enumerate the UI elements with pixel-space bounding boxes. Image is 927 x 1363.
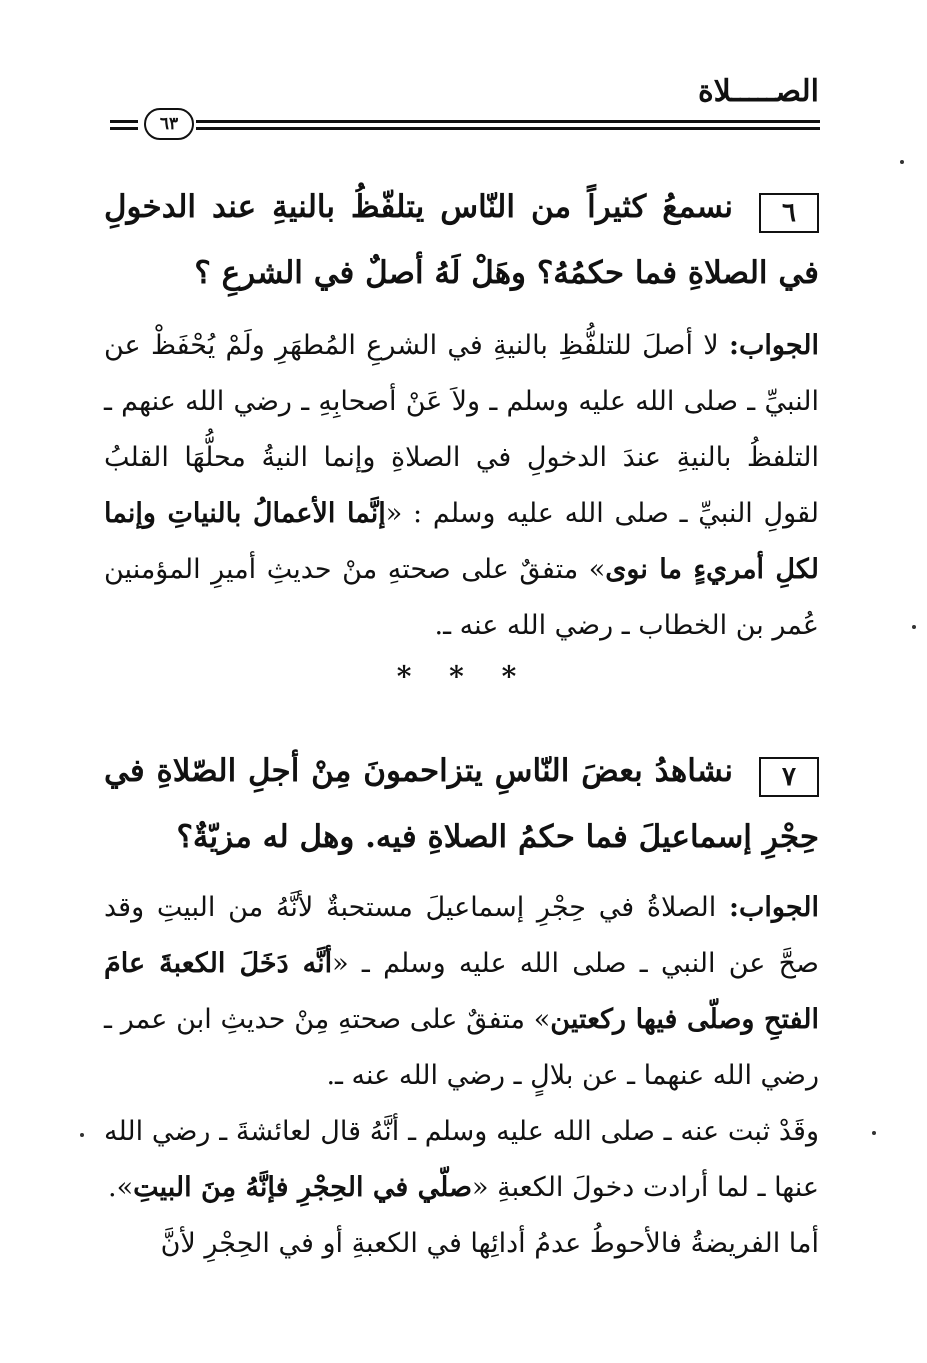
- scan-speck: [872, 1131, 876, 1135]
- answer-text: » متفقٌ على صحتهِ منْ حديثِ أميرِ المؤمنين عُمر بن الخطاب ـ رضي الله عنه ـ.: [104, 554, 819, 641]
- question-number: ٦: [759, 193, 819, 233]
- rule-line: [110, 127, 138, 130]
- rule-line: [110, 120, 138, 123]
- section-separator: * * *: [396, 660, 531, 693]
- hadith-quote: أنَّه دَخَلَ الكعبةَ عامَ الفتحِ وصلّى فيها ركعتين: [104, 948, 820, 1035]
- rule-line: [196, 120, 820, 123]
- hadith-quote: إنَّما الأعمالُ بالنياتِ وإنما لكلِ أمريءٍ ما نوى: [104, 498, 819, 585]
- header-rule: [110, 114, 820, 138]
- scan-speck: [912, 625, 916, 629]
- question-6: [104, 174, 819, 306]
- scan-speck: [900, 160, 904, 164]
- answer-text: » متفقٌ على صحتهِ مِنْ حديثِ ابن عمر ـ رضي الله عنهما ـ عن بلالٍ ـ رضي الله عنه ـ.: [104, 1004, 819, 1091]
- question-7: [104, 738, 819, 870]
- answer-paragraph: [104, 1104, 819, 1216]
- answer-paragraph: أما الفريضةُ فالأحوطُ عدمُ أدائِها في الكعبةِ أو في الحِجْرِ لأنَّ: [160, 1228, 819, 1259]
- answer-7: [104, 880, 819, 1272]
- hadith-quote: صلّي في الحِجْرِ فإنَّهُ مِنَ البيتِ: [133, 1172, 473, 1203]
- running-title: الصـــــلاة: [697, 74, 819, 109]
- rule-line: [196, 127, 820, 130]
- answer-text: ».: [107, 1172, 134, 1203]
- answer-6: [104, 318, 819, 654]
- answer-label: الجواب:: [729, 892, 819, 923]
- page-number: ٦٣: [144, 108, 194, 140]
- question-text: نسمعُ كثيراً من النّاس يتلفّظُ بالنيةِ عند الدخولِ في الصلاةِ فما حكمُهُ؟ وهَلْ لَهُ أصلٌ في الشرعِ ؟: [104, 189, 819, 291]
- question-number: ٧: [759, 757, 819, 797]
- answer-label: الجواب:: [729, 330, 819, 361]
- question-text: نشاهدُ بعضَ النّاسِ يتزاحمونَ مِنْ أجلِ الصّلاةِ في حِجْرِ إسماعيلَ فما حكمُ الصلاةِ فيه. وهل له مزيّةٌ؟: [104, 753, 819, 855]
- scan-speck: [80, 1133, 84, 1137]
- answer-text: الصلاةُ في حِجْرِ إسماعيلَ مستحبةٌ لأنَّهُ من البيتِ وقد صحَّ عن النبي ـ صلى الله عليه وسلم ـ «: [104, 892, 819, 979]
- answer-text: وقَدْ ثبت عنه ـ صلى الله عليه وسلم ـ أنَّهُ قال لعائشةَ ـ رضي الله عنها ـ لما أرادت دخولَ الكعبةِ «: [104, 1116, 819, 1203]
- answer-text: لا أصلَ للتلفُّظِ بالنيةِ في الشرعِ المُطهَرِ ولَمْ يُحْفَظْ عن النبيِّ ـ صلى الله عليه وسلم ـ ولاَ عَنْ أصحابِهِ ـ رضي الله عنهم ـ التلفظُ بالنيةِ عندَ الدخولِ في الصلاةِ وإنما النيةُ محلُّهَا القلبُ لقولِ النبيِّ ـ صلى الله عليه وسلم : «: [104, 330, 819, 529]
